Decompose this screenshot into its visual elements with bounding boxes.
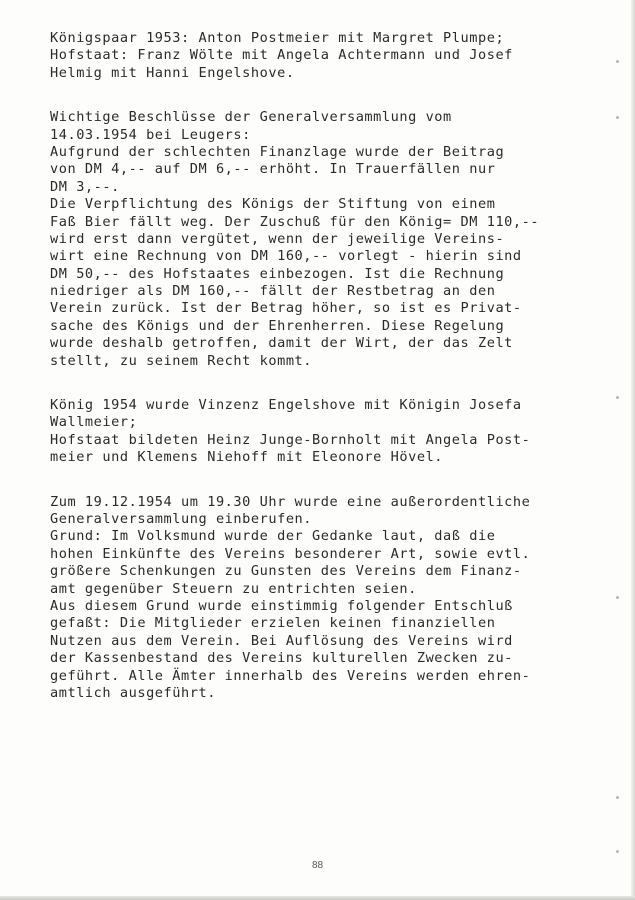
paragraph-generalversammlung-1954 xyxy=(50,109,610,370)
text-line: Hofstaat bildeten Heinz Junge-Bornholt mit Angela Post- xyxy=(50,431,531,448)
text-line: Königspaar 1953: Anton Postmeier mit Margret Plumpe; xyxy=(50,30,505,46)
text-line: 14.03.1954 bei Leugers: xyxy=(50,126,251,143)
binding-hole-mark xyxy=(616,850,619,853)
document-body xyxy=(50,30,610,729)
paragraph-ausserordentliche-versammlung xyxy=(50,494,610,703)
text-line: wirt eine Rechnung von DM 160,-- vorlegt - hierin sind xyxy=(50,248,522,265)
paragraph-koenigspaar-1953 xyxy=(50,30,610,82)
text-line: amt gegenüber Steuern zu entrichten seien. xyxy=(50,580,417,597)
text-line: Generalversammlung einberufen. xyxy=(50,510,313,527)
text-line: stellt, zu seinem Recht kommt. xyxy=(50,352,313,369)
text-line: gefaßt: Die Mitglieder erzielen keinen finanziellen xyxy=(50,615,496,632)
text-line: DM 50,-- des Hofstaates einbezogen. Ist die Rechnung xyxy=(50,265,505,282)
text-line: größere Schenkungen zu Gunsten des Vereins dem Finanz- xyxy=(50,563,522,580)
text-line: meier und Klemens Niehoff mit Eleonore Hövel. xyxy=(50,449,444,466)
text-line: DM 3,--. xyxy=(50,178,120,195)
text-line: Faß Bier fällt weg. Der Zuschuß für den König= DM 110,-- xyxy=(50,213,540,230)
text-line: sache des Königs und der Ehrenherren. Diese Regelung xyxy=(50,317,505,334)
binding-hole-mark xyxy=(616,396,619,399)
text-line: Aufgrund der schlechten Finanzlage wurde der Beitrag xyxy=(50,143,505,160)
binding-hole-mark xyxy=(616,596,619,599)
binding-hole-mark xyxy=(616,60,619,63)
text-line: Aus diesem Grund wurde einstimmig folgender Entschluß xyxy=(50,597,513,614)
binding-hole-mark xyxy=(616,116,619,119)
paragraph-koenig-1954 xyxy=(50,397,610,467)
text-line: geführt. Alle Ämter innerhalb des Vereins werden ehren- xyxy=(50,667,531,684)
text-line: Wallmeier; xyxy=(50,414,138,431)
text-line: wurde deshalb getroffen, damit der Wirt, der das Zelt xyxy=(50,335,513,352)
page-number: 88 xyxy=(311,860,324,871)
text-line: Nutzen aus dem Verein. Bei Auflösung des Vereins wird xyxy=(50,632,513,649)
text-line: Grund: Im Volksmund wurde der Gedanke laut, daß die xyxy=(50,528,496,545)
text-line: Die Verpflichtung des Königs der Stiftung von einem xyxy=(50,196,496,213)
text-line: niedriger als DM 160,-- fällt der Restbetrag an den xyxy=(50,283,496,300)
text-line: Hofstaat: Franz Wölte mit Angela Achtermann und Josef xyxy=(50,47,513,64)
text-line: der Kassenbestand des Vereins kulturellen Zwecken zu- xyxy=(50,650,513,667)
page-edge-shadow xyxy=(0,896,635,900)
text-line: hohen Einkünfte des Vereins besonderer Art, sowie evtl. xyxy=(50,545,531,562)
text-line: von DM 4,-- auf DM 6,-- erhöht. In Trauerfällen nur xyxy=(50,161,496,178)
text-line: amtlich ausgeführt. xyxy=(50,684,216,701)
binding-hole-mark xyxy=(616,796,619,799)
text-line: König 1954 wurde Vinzenz Engelshove mit Königin Josefa xyxy=(50,397,522,414)
text-line: wird erst dann vergütet, wenn der jeweilige Vereins- xyxy=(50,230,505,247)
page-edge-shadow xyxy=(631,0,635,900)
text-line: Verein zurück. Ist der Betrag höher, so ist es Privat- xyxy=(50,300,522,317)
text-line: Wichtige Beschlüsse der Generalversammlung vom xyxy=(50,109,452,126)
text-line: Helmig mit Hanni Engelshove. xyxy=(50,64,295,81)
text-line: Zum 19.12.1954 um 19.30 Uhr wurde eine außerordentliche xyxy=(50,493,531,510)
